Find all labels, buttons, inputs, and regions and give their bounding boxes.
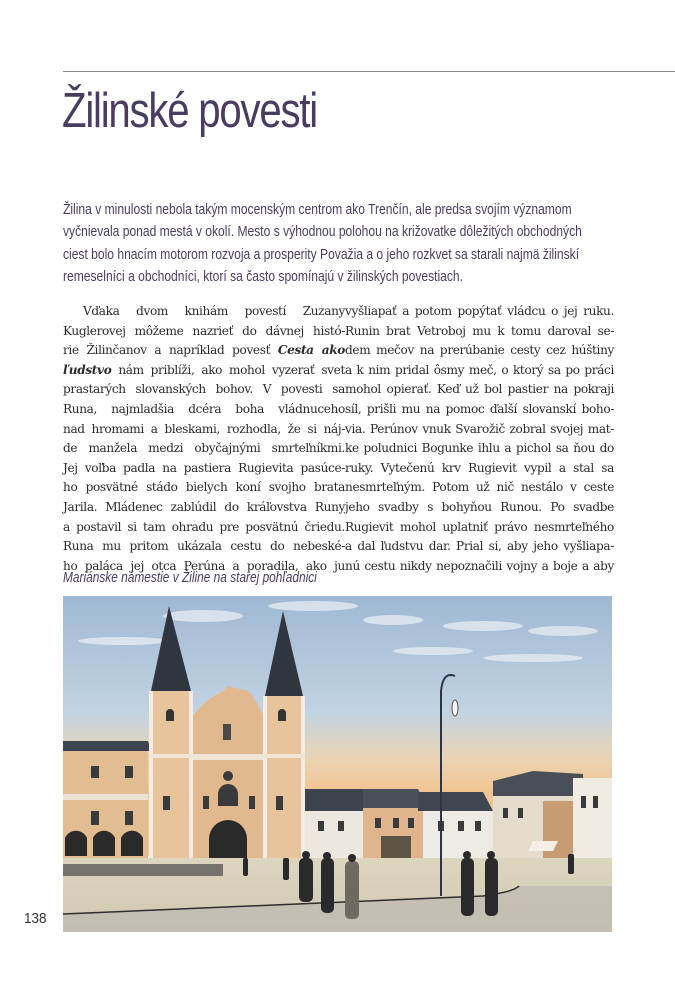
fence xyxy=(63,864,223,876)
lead-line: remeselníci a obchodníci, ktorí sa často spomínajú v žilinských povestiach. xyxy=(63,267,463,285)
body-line xyxy=(63,361,345,381)
body-line: nú cestu nikdy nepoznačili vojny a boje a aby xyxy=(345,558,614,573)
lead-line: Žilina v minulosti nebola takým mocenským centrom ako Trenčín, ale predsa svojím významom xyxy=(63,201,572,218)
body-line: ruky. Vytečenú krv Rugievit vypil a stal sa xyxy=(345,460,614,475)
body-line: vyšliapať a potom popýtať vládcu o jej ruku. xyxy=(345,304,614,318)
body-line: Jej voľba padla na pastiera Rugievita pasúce- xyxy=(63,460,345,475)
body-line: ke poludnici Bogunke ihlu a pichol sa ňou do xyxy=(345,441,614,456)
body-line: de manžela medzi obyčajnými smrteľníkmi. xyxy=(63,441,345,456)
body-line: Jarila. Mládenec zablúdil do kráľovstva Runy xyxy=(63,499,345,514)
body-line: Runin brat Vetroboj mu k tomu daroval se- xyxy=(345,323,614,338)
body-line: mohol opierať. Keď už bol pastier na pokraji xyxy=(345,382,614,397)
body-line: Rugievit mohol uplatniť právo nesmrteľného xyxy=(345,519,614,534)
body-column-left xyxy=(63,302,345,576)
body-line: Kuglerovej môžeme nazrieť do dávnej histó- xyxy=(63,323,345,338)
body-line: dem mečov na prerúbanie cesty cez húštiny xyxy=(345,343,614,358)
body-line: nad hromami a bleskami, rozhodla, že si náj- xyxy=(63,421,345,436)
body-text: rie Žilinčanov a napríklad povesť xyxy=(63,343,278,358)
body-line xyxy=(63,341,345,361)
right-buildings xyxy=(493,771,612,859)
body-line: Runa mu pritom ukázala cestu do nebeské- xyxy=(63,539,345,554)
page-number: 138 xyxy=(24,910,47,927)
body-column-right xyxy=(345,302,614,576)
header-rule xyxy=(63,71,675,72)
body-line: ho paláca jej otca Perúna a poradila, ako ju xyxy=(63,558,345,573)
body-text: nám priblíži, ako mohol vyzerať svet xyxy=(111,362,345,377)
body-line: Runa, najmladšia dcéra boha vládnuceho xyxy=(63,401,345,416)
legend-title-emphasis: ľudstvo xyxy=(63,362,112,377)
page-title: Žilinské povesti xyxy=(62,84,317,138)
legend-title-emphasis: Cesta ako xyxy=(277,343,345,358)
square-buildings xyxy=(305,789,493,859)
lead-paragraph xyxy=(63,199,612,288)
postcard-illustration xyxy=(63,596,612,932)
body-line: nesmrteľným. Potom už nič nestálo v ceste xyxy=(345,480,614,495)
body-line: síl, prišli mu na pomoc ďalší slovanskí boho- xyxy=(345,401,614,416)
left-building xyxy=(63,741,151,861)
figure-caption: Mariánske námestie v Žiline na starej pohľadnici xyxy=(63,570,317,586)
body-line: prastarých slovanských bohov. V povesti sa xyxy=(63,382,345,397)
body-line: via. Perúnov vnuk Svarožič zobral svojej mat- xyxy=(345,421,614,436)
body-line: a k nim pridal ôsmy meč, o ktorý sa po práci xyxy=(345,362,614,377)
lead-line: vyčnievala ponad mestá v okolí. Mesto s výhodnou polohou na križovatke dôležitých obchodných xyxy=(63,223,582,241)
body-line: a dal ľudstvu dar. Prial si, aby jeho vyšliapa- xyxy=(345,539,614,554)
body-line: ho posvätné stádo bielych koní svojho brata xyxy=(63,480,345,495)
lead-line: ciest bolo hnacím motorom rozvoja a prosperity Považia a o jeho rozkvet sa starali najmä žilinskí xyxy=(63,245,580,263)
body-line: Vďaka dvom knihám povestí Zuzany xyxy=(83,304,345,318)
body-line: jeho svadby s bohyňou Runou. Po svadbe xyxy=(345,499,614,514)
body-line: a postavil si tam ohradu pre posvätnú čriedu. xyxy=(63,519,345,534)
